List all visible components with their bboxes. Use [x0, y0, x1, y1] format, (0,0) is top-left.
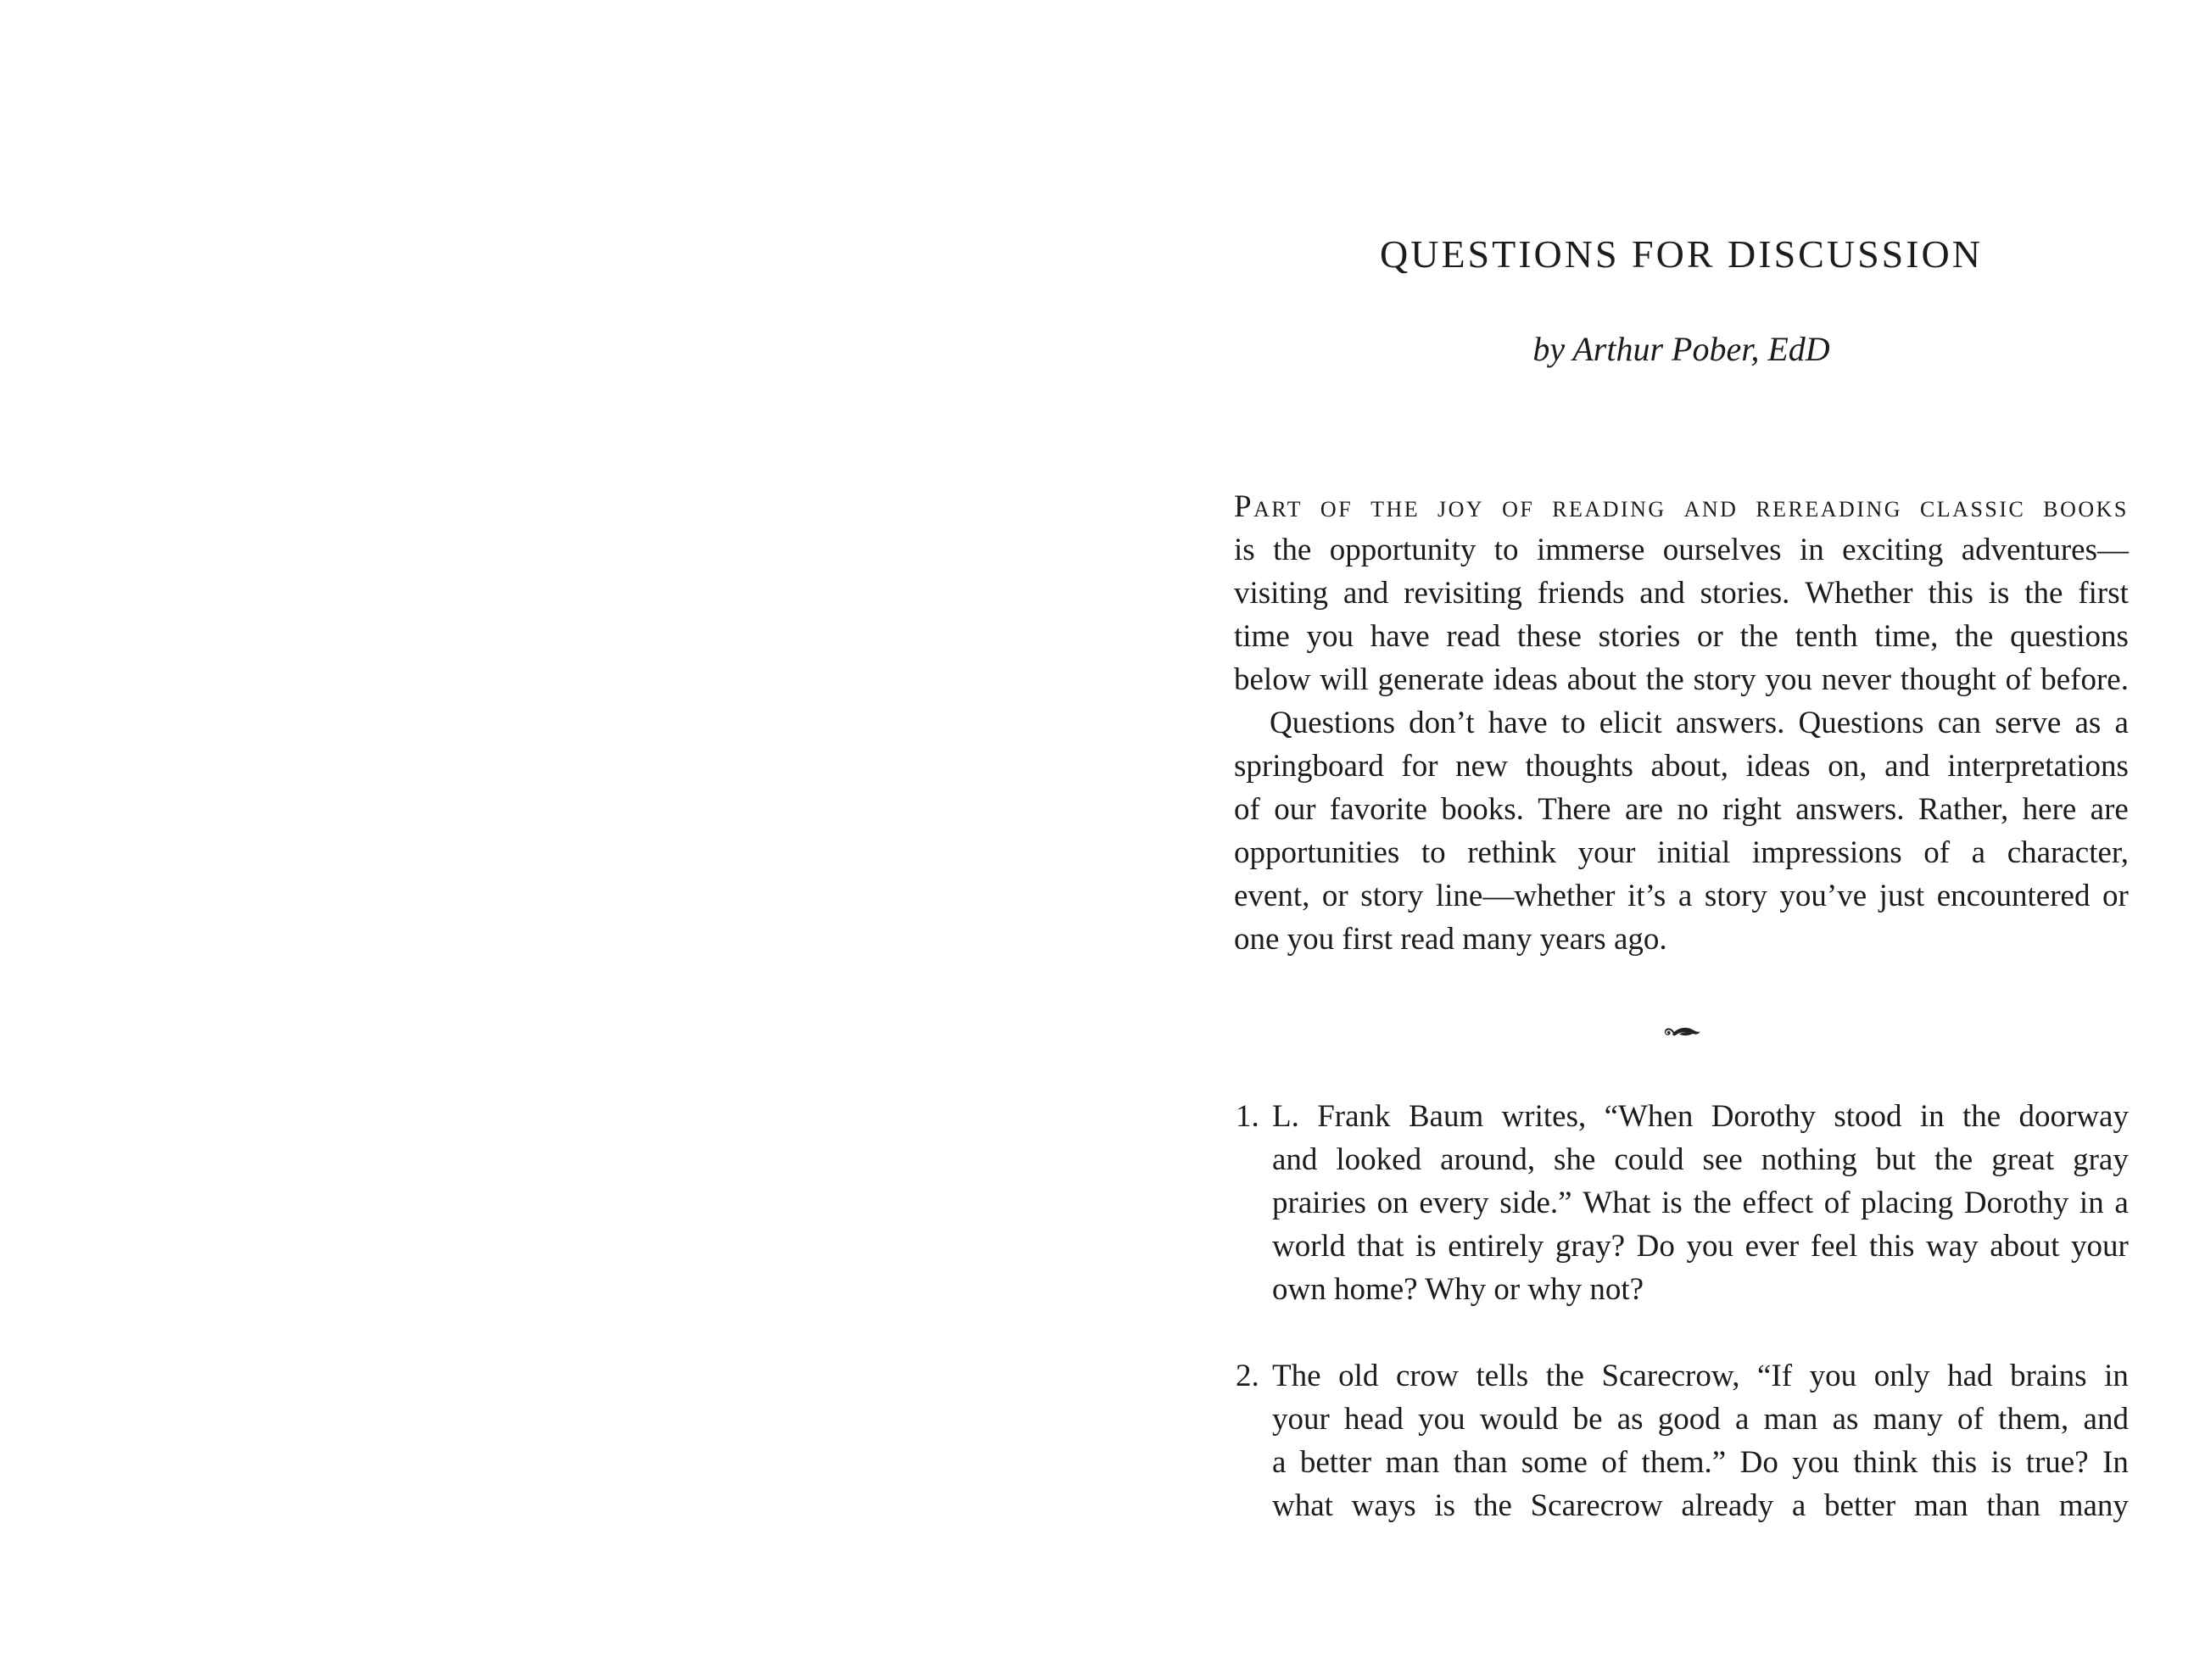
paragraph-line: event, or story line—whether it’s a story you’ve just encountered or — [1234, 879, 2129, 913]
paragraph-line: Questions don’t have to elicit answers. Questions can serve as a — [1270, 706, 2129, 740]
question-number: 2. — [1236, 1359, 1259, 1393]
question-line: world that is entirely gray? Do you ever feel this way about your — [1272, 1229, 2129, 1264]
question-item — [1234, 1095, 2129, 1311]
question-line: The old crow tells the Scarecrow, “If you only had brains in — [1272, 1359, 2129, 1393]
question-line: a better man than some of them.” Do you think this is true? In — [1272, 1445, 2129, 1480]
question-line: L. Frank Baum writes, “When Dorothy stood in the doorway — [1272, 1099, 2129, 1134]
question-item — [1234, 1354, 2129, 1527]
paragraph-line: time you have read these stories or the tenth time, the questions — [1234, 619, 2129, 654]
paragraph-line: springboard for new thoughts about, ideas on, and interpretations — [1234, 749, 2129, 784]
intro-paragraph-2 — [1234, 701, 2129, 961]
byline: by Arthur Pober, EdD — [1532, 330, 1830, 368]
paragraph-line: of our favorite books. There are no right answers. Rather, here are — [1234, 792, 2129, 827]
text-column — [1234, 231, 2129, 1527]
fleuron-icon — [1662, 1019, 1701, 1049]
paragraph-line: visiting and revisiting friends and stories. Whether this is the first — [1234, 576, 2129, 611]
discussion-questions — [1234, 1095, 2129, 1527]
paragraph-line: opportunities to rethink your initial impressions of a character, — [1234, 835, 2129, 870]
paragraph-line: one you first read many years ago. — [1234, 922, 1667, 957]
paragraph-line: is the opportunity to immerse ourselves in exciting adventures— — [1234, 533, 2129, 567]
paragraph-line: Part of the joy of reading and rereading classic books — [1234, 489, 2129, 524]
intro-paragraph-1 — [1234, 485, 2129, 701]
question-line: your head you would be as good a man as many of them, and — [1272, 1402, 2129, 1437]
question-number: 1. — [1236, 1099, 1259, 1134]
section-divider — [1234, 1017, 2129, 1051]
question-line: and looked around, she could see nothing but the great gray — [1272, 1142, 2129, 1177]
question-line: own home? Why or why not? — [1272, 1272, 1644, 1307]
page-title: QUESTIONS FOR DISCUSSION — [1380, 232, 1983, 276]
question-line: prairies on every side.” What is the effect of placing Dorothy in a — [1272, 1186, 2129, 1220]
question-line: what ways is the Scarecrow already a better man than many — [1272, 1488, 2129, 1523]
paragraph-line: below will generate ideas about the story you never thought of before. — [1234, 662, 2129, 697]
